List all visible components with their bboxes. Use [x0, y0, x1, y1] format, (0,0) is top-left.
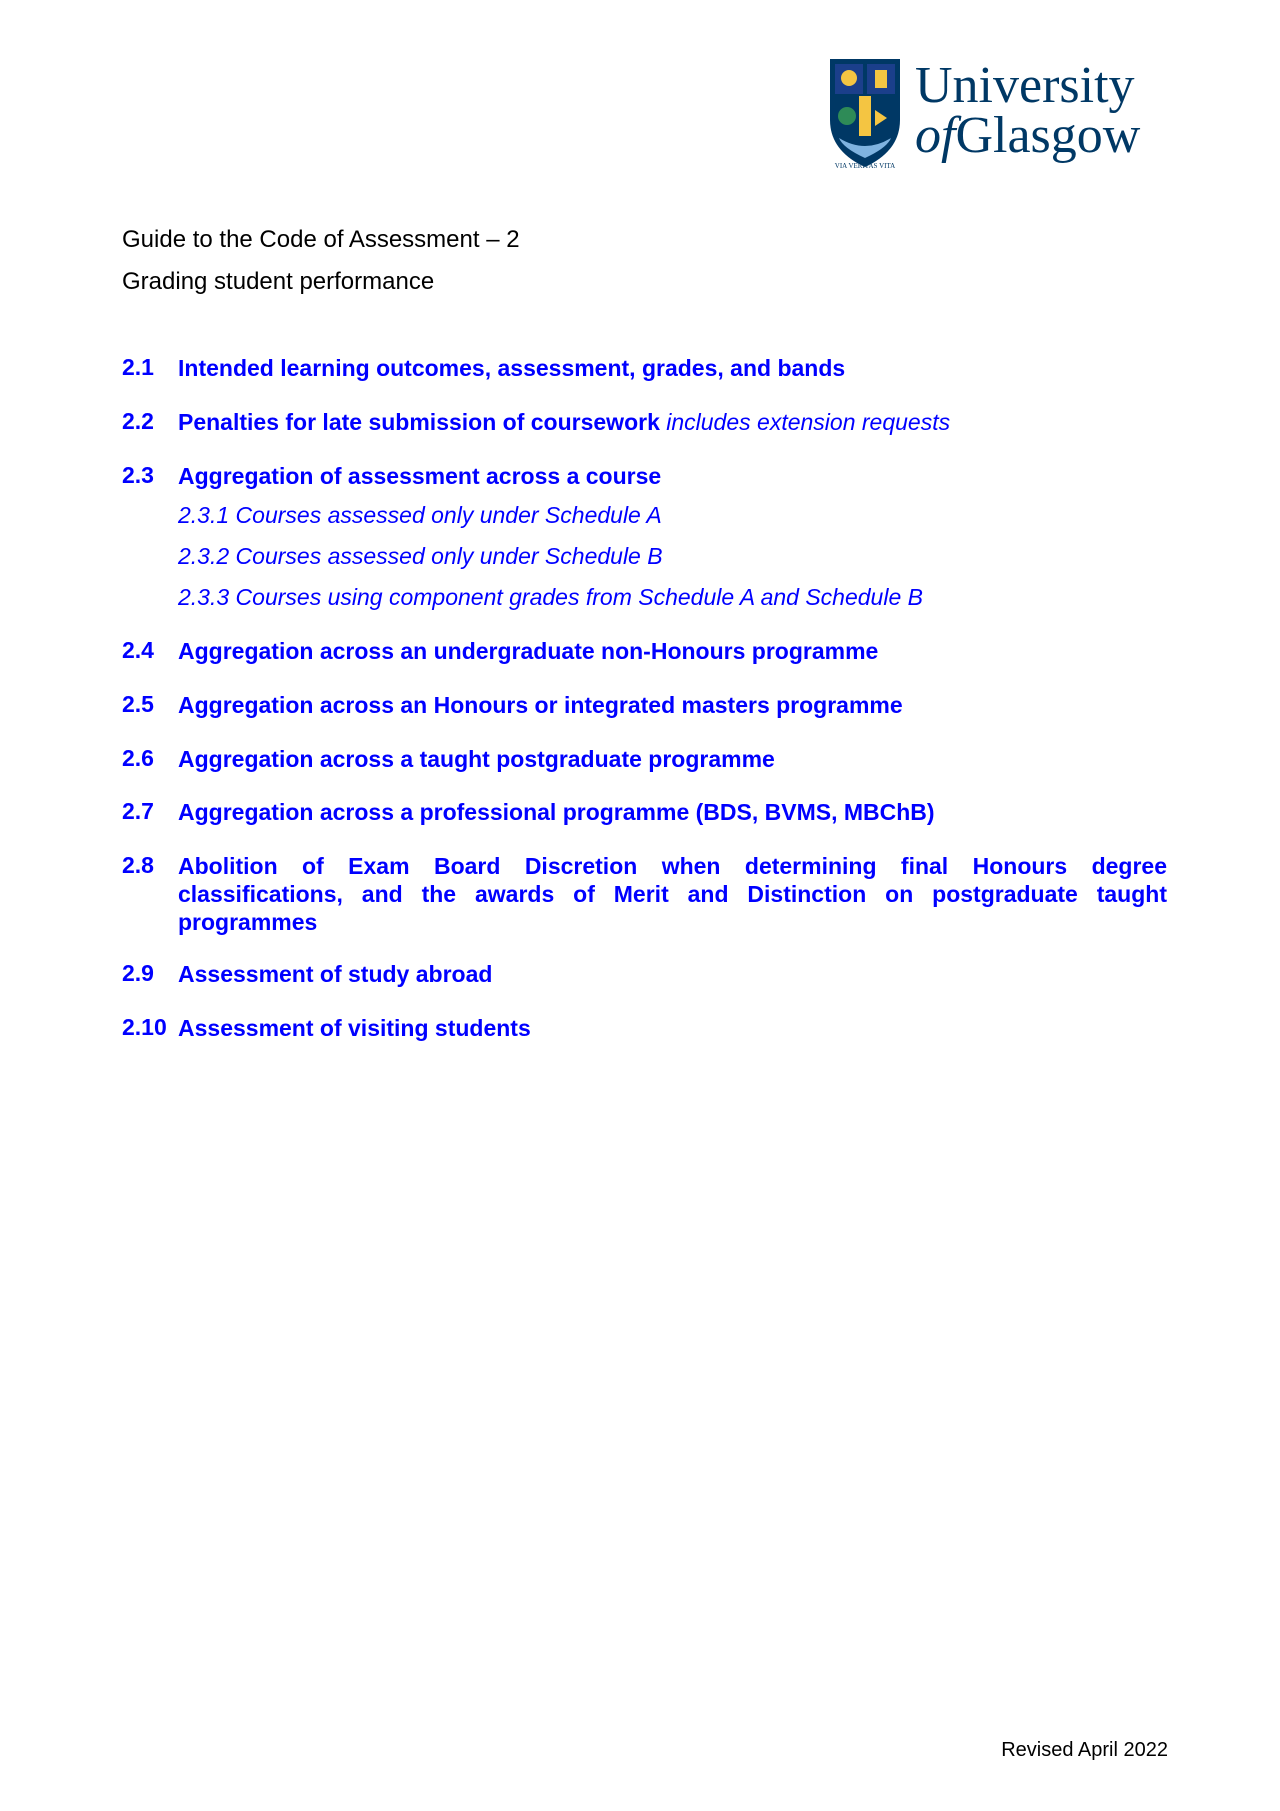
toc-number: 2.2 [122, 408, 154, 434]
wordmark-university: University [915, 57, 1135, 114]
revision-date: Revised April 2022 [1001, 1739, 1168, 1761]
toc-link[interactable]: Aggregation across an Honours or integrated masters programme [178, 692, 903, 718]
toc-number: 2.4 [122, 637, 154, 663]
toc-subitem-2-3-1[interactable]: 2.3.1 Courses assessed only under Schedule A [178, 502, 662, 528]
toc-item-2-4[interactable] [122, 637, 1167, 665]
toc-number: 2.5 [122, 691, 154, 717]
toc-item-2-1[interactable] [122, 354, 1167, 382]
toc-link[interactable]: Aggregation across an undergraduate non-Honours programme [178, 638, 879, 664]
toc-item-2-10[interactable] [122, 1014, 1167, 1042]
toc-subitem-2-3-2[interactable]: 2.3.2 Courses assessed only under Schedule B [178, 543, 663, 569]
document-subtitle: Grading student performance [122, 268, 435, 295]
toc-item-2-7[interactable] [122, 798, 1167, 826]
toc-number: 2.3 [122, 462, 154, 488]
wordmark [915, 57, 1141, 164]
toc-link[interactable]: Aggregation of assessment across a course [178, 463, 662, 489]
toc-link[interactable]: Aggregation across a taught postgraduate programme [178, 746, 775, 772]
wordmark-of: of [915, 107, 956, 164]
toc-link[interactable]: Aggregation across a professional programme (BDS, BVMS, MBChB) [178, 799, 935, 825]
toc-number: 2.7 [122, 798, 154, 824]
toc-item-2-8[interactable] [122, 852, 1167, 936]
toc-number: 2.10 [122, 1014, 167, 1040]
document-title: Guide to the Code of Assessment – 2 [122, 226, 520, 253]
toc-item-2-2[interactable] [122, 408, 1167, 436]
toc-item-2-9[interactable] [122, 960, 1167, 988]
toc-number: 2.1 [122, 354, 154, 380]
toc-item-2-6[interactable] [122, 745, 1167, 773]
toc-number: 2.6 [122, 745, 154, 771]
toc-subitem-2-3-3[interactable]: 2.3.3 Courses using component grades from Schedule A and Schedule B [178, 584, 923, 610]
crest-motto: VIA VERITAS VITA [834, 162, 896, 170]
toc-link[interactable]: Abolition of Exam Board Discretion when determining final Honours degree classifications, and the awards of Merit and Distinction on postgraduate taught programmes [178, 853, 1167, 935]
toc-number: 2.9 [122, 960, 154, 986]
toc-link[interactable]: Assessment of visiting students [178, 1015, 531, 1041]
toc-item-2-5[interactable] [122, 691, 1167, 719]
toc-link[interactable]: Intended learning outcomes, assessment, grades, and bands [178, 355, 846, 381]
toc-link-text: Penalties for late submission of coursework [178, 409, 660, 435]
wordmark-of-glasgow [915, 107, 1141, 164]
toc-number: 2.8 [122, 852, 154, 878]
toc-link[interactable] [178, 408, 1167, 436]
toc-link[interactable]: Assessment of study abroad [178, 961, 493, 987]
toc-note: includes extension requests [666, 409, 951, 435]
university-logo [829, 58, 1140, 170]
university-crest-icon [829, 58, 901, 170]
toc-item-2-3[interactable] [122, 462, 1167, 490]
wordmark-glasgow: Glasgow [955, 107, 1141, 164]
